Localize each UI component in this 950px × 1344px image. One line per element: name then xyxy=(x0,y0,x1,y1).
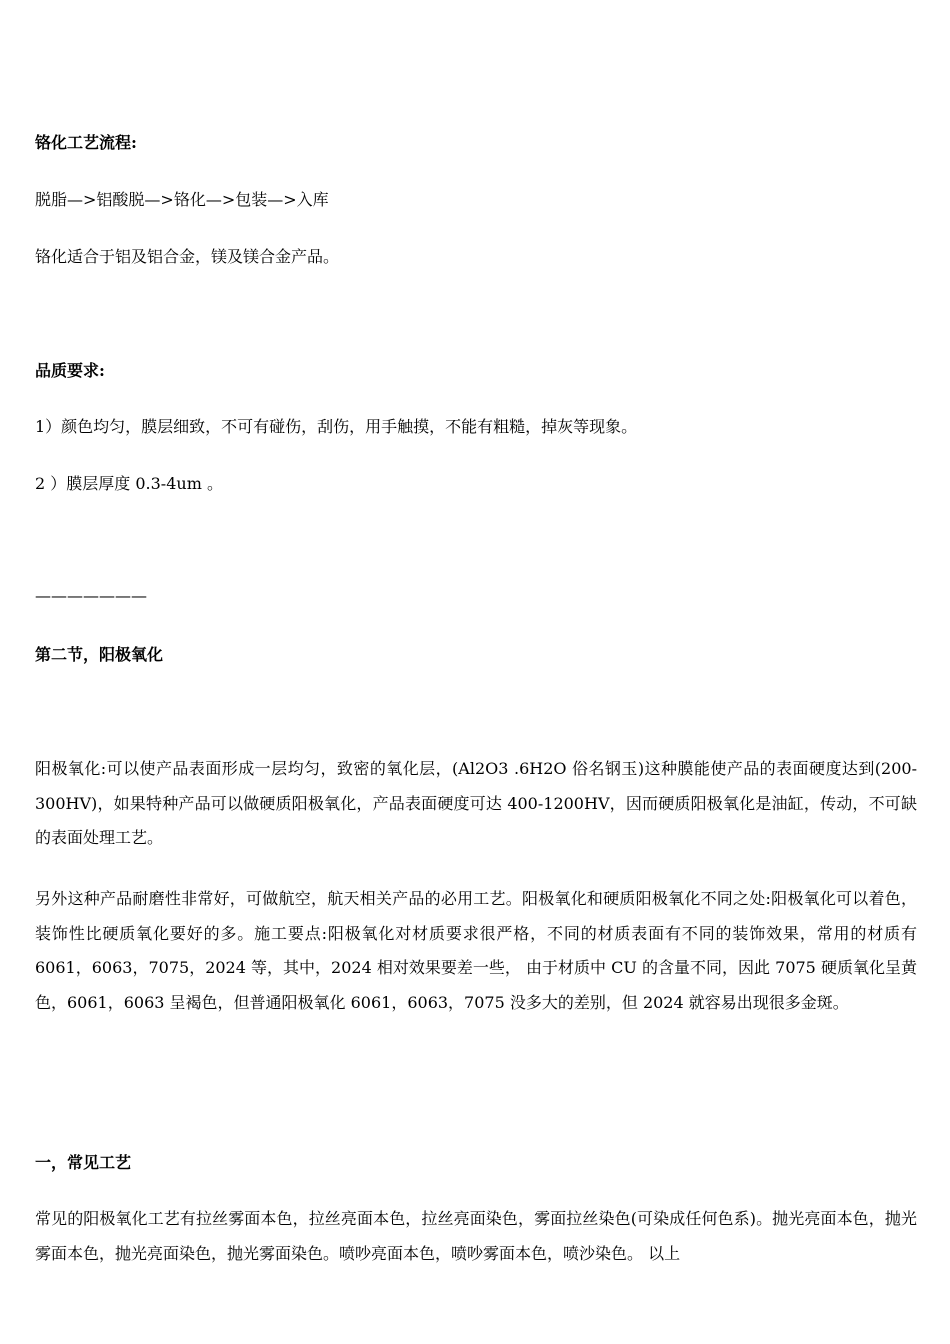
separator-line: ——————— xyxy=(35,586,147,605)
quality-heading: 品质要求: xyxy=(35,361,105,380)
anodizing-paragraph-2: 另外这种产品耐磨性非常好，可做航空，航天相关产品的必用工艺。阳极氧化和硬质阳极氧化不同之处:阳极氧化可以着色，装饰性比硬质氧化要好的多。施工要点:阳极氧化对材质要求很严格，不同的材质表面有不同的装饰效果，常用的材质有 6061，6063，7075，2024 等，其中，2024 相对效果要差一些， 由于材质中 CU 的含量不同，因此 7075 硬质氧化呈黄色，6061，6063 呈褐色，但普通阳极氧化 6061，6063，7075 没多大的差别，但 2024 就容易出现很多金斑。 xyxy=(35,889,917,1012)
quality-item-1: 1）颜色均匀，膜层细致，不可有碰伤，刮伤，用手触摸，不能有粗糙，掉灰等现象。 xyxy=(35,417,638,436)
quality-item-2: 2 ）膜层厚度 0.3-4um 。 xyxy=(35,474,223,493)
chromizing-flow: 脱脂—>铝酸脱—>铬化—>包装—>入库 xyxy=(35,190,329,209)
common-process-paragraph: 常见的阳极氧化工艺有拉丝雾面本色，拉丝亮面本色，拉丝亮面染色，雾面拉丝染色(可染成任何色系)。抛光亮面本色，抛光雾面本色，抛光亮面染色，抛光雾面染色。喷吵亮面本色，喷吵雾面本色，喷沙染色。 以上 xyxy=(35,1209,917,1263)
chromizing-heading: 铬化工艺流程: xyxy=(35,133,137,152)
anodizing-paragraph-1: 阳极氧化:可以使产品表面形成一层均匀，致密的氧化层，(Al2O3 .6H2O 俗名钢玉)这种膜能使产品的表面硬度达到(200-300HV)，如果特种产品可以做硬质阳极氧化，产品表面硬度可达 400-1200HV，因而硬质阳极氧化是油缸，传动，不可缺的表面处理工艺。 xyxy=(35,759,917,847)
chromizing-scope: 铬化适合于铝及铝合金，镁及镁合金产品。 xyxy=(35,247,340,266)
common-process-heading: 一，常见工艺 xyxy=(35,1153,132,1172)
section-heading: 第二节，阳极氧化 xyxy=(35,645,164,664)
